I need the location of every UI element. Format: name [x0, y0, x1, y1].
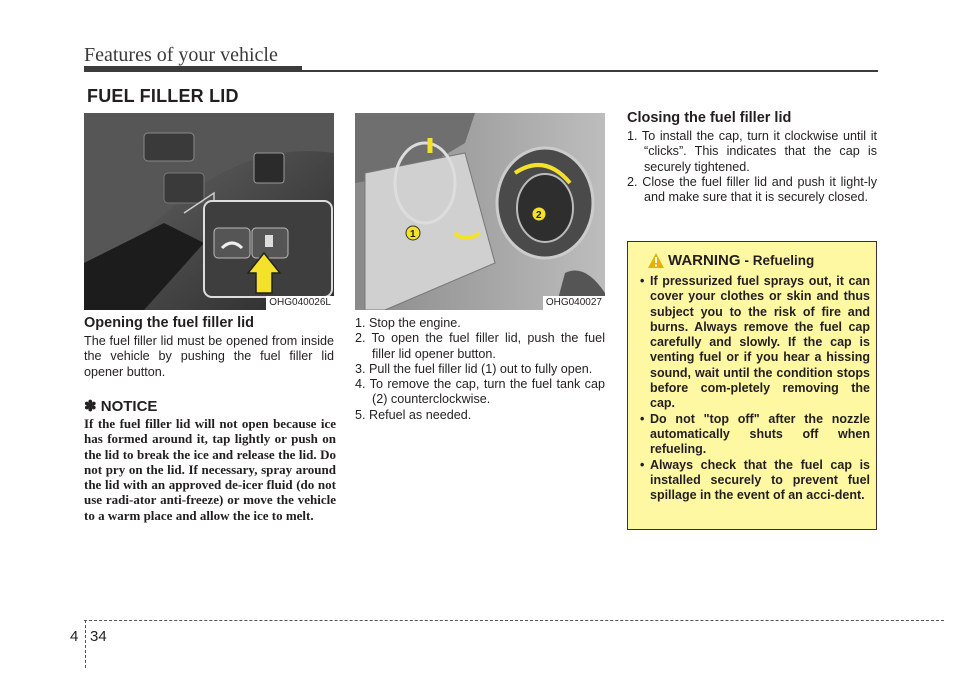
step-item: 1. Stop the engine. — [355, 316, 461, 330]
svg-text:1: 1 — [410, 229, 416, 240]
warning-item: • Do not "top off" after the nozzle automatically shuts off when refueling. — [640, 411, 870, 457]
header-rule-thin — [300, 70, 878, 72]
svg-text:2: 2 — [536, 210, 542, 221]
opening-steps — [355, 316, 605, 423]
fuel-lid-open-photo — [355, 113, 605, 310]
image-id-label: OHG040027 — [543, 296, 605, 310]
step-item: 3. Pull the fuel filler lid (1) out to fully open. — [355, 361, 593, 376]
header-title: Features of your vehicle — [84, 44, 278, 66]
step-item: 4. To remove the cap, turn the fuel tank cap (2) counterclockwise. — [355, 377, 605, 407]
warning-triangle-icon — [648, 253, 664, 268]
closing-steps — [627, 129, 877, 205]
warning-header — [648, 252, 814, 269]
warning-item: • Always check that the fuel cap is installed securely to prevent fuel spillage in the event of an acci-dent. — [640, 457, 870, 503]
page-number: 34 — [90, 628, 107, 645]
warning-title: WARNING — [668, 252, 741, 269]
closing-heading: Closing the fuel filler lid — [627, 110, 792, 126]
warning-list — [636, 274, 870, 503]
warning-item: • If pressurized fuel sprays out, it can cover your clothes or skin and thus subject you to the risk of fire and burns. Always remove the fuel cap carefully and slowly. If the cap is venting fuel or if you hear a hissing sound, wait until the condition stops before com-pletely removing the cap. — [640, 274, 870, 411]
footer-divider — [85, 620, 86, 668]
notice-heading: ✽ NOTICE — [84, 398, 158, 415]
step-item: 2. Close the fuel filler lid and push it light-ly and make sure that it is securely closed. — [627, 174, 877, 205]
chapter-number: 4 — [70, 628, 79, 645]
warning-subtitle: - Refueling — [744, 253, 815, 268]
image-id-label: OHG040026L — [266, 296, 334, 310]
section-title: FUEL FILLER LID — [87, 86, 239, 106]
opening-text: The fuel filler lid must be opened from inside the vehicle by pushing the fuel filler lid opener button. — [84, 334, 334, 379]
step-item: 5. Refuel as needed. — [355, 407, 472, 422]
warning-box — [627, 241, 877, 530]
notice-text: If the fuel filler lid will not open because ice has formed around it, tap lightly or push on the lid to break the ice and release the lid. Do not pry on the lid. If necessary, spray around the lid with an approved de-icer fluid (do not use radi-ator anti-freeze) or move the vehicle to a warm place and allow the ice to melt. — [84, 416, 336, 523]
step-item: 1. To install the cap, turn it clockwise until it “clicks”. This indicates that the cap is securely tightened. — [627, 129, 877, 174]
step-item: 2. To open the fuel filler lid, push the fuel filler lid opener button. — [355, 331, 605, 361]
header-rule — [84, 66, 302, 72]
footer-rule — [84, 620, 944, 621]
fuel-lid-opener-photo — [84, 113, 334, 310]
opening-heading: Opening the fuel filler lid — [84, 315, 254, 331]
